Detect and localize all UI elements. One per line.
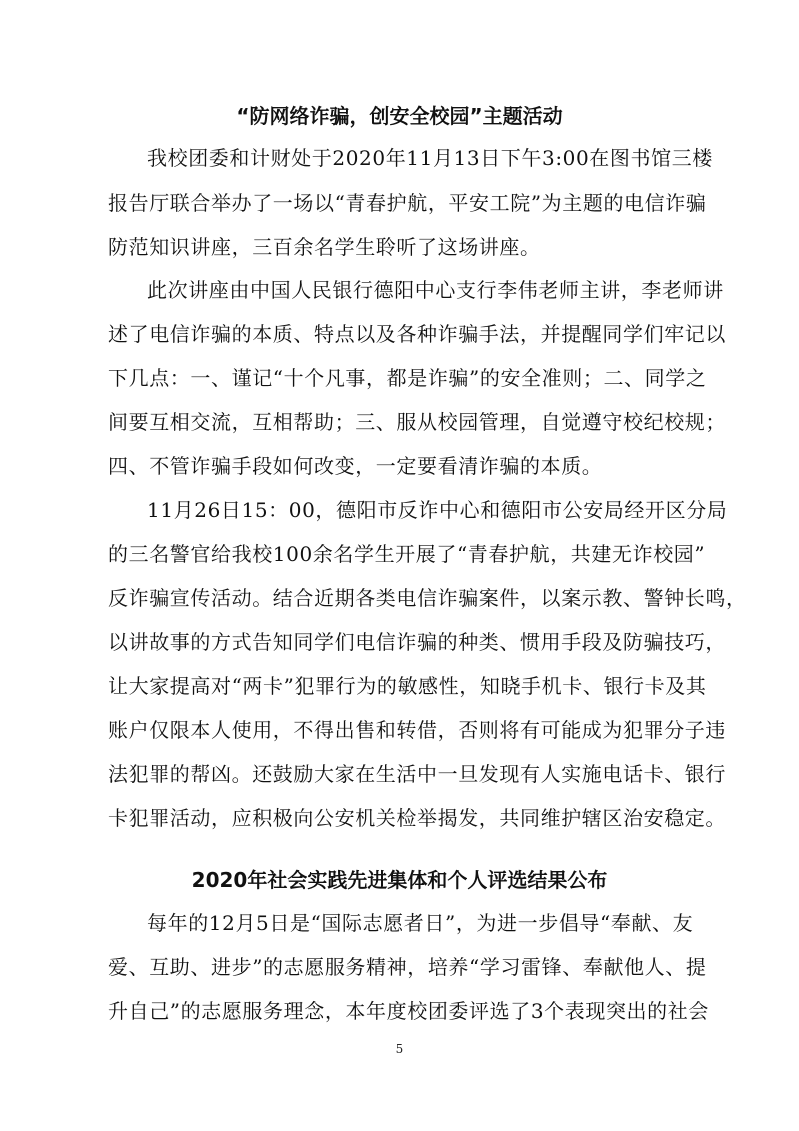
paragraph-line: 爱、互助、进步”的志愿服务精神，培养“学习雷锋、奉献他人、提 bbox=[108, 955, 707, 979]
section-title-anti-fraud: “防网络诈骗，创安全校园”主题活动 bbox=[236, 104, 563, 128]
paragraph-line: 升自己”的志愿服务理念，本年度校团委评选了3个表现突出的社会 bbox=[108, 999, 709, 1023]
section-title-social-practice: 2020年社会实践先进集体和个人评选结果公布 bbox=[191, 868, 608, 892]
paragraph-line: 防范知识讲座，三百余名学生聆听了这场讲座。 bbox=[108, 235, 541, 259]
paragraph-line: 11月26日15：00，德阳市反诈中心和德阳市公安局经开区分局 bbox=[147, 498, 728, 522]
paragraph-line: 的三名警官给我校100余名学生开展了“青春护航，共建无诈校园” bbox=[108, 542, 706, 566]
paragraph-line: 每年的12月5日是“国际志愿者日”，为进一步倡导“奉献、友 bbox=[147, 911, 694, 935]
paragraph-line: 账户仅限本人使用，不得出售和转借，否则将有可能成为犯罪分子违 bbox=[108, 718, 726, 742]
paragraph-line: 下几点：一、谨记“十个凡事，都是诈骗”的安全准则；二、同学之 bbox=[108, 366, 707, 390]
paragraph-line: 述了电信诈骗的本质、特点以及各种诈骗手法，并提醒同学们牢记以 bbox=[108, 322, 726, 346]
paragraph-line: 报告厅联合举办了一场以“青春护航，平安工院”为主题的电信诈骗 bbox=[108, 191, 707, 215]
paragraph-line: 反诈骗宣传活动。结合近期各类电信诈骗案件，以案示教、警钟长鸣， bbox=[108, 586, 747, 610]
paragraph-line: 四、不管诈骗手段如何改变，一定要看清诈骗的本质。 bbox=[108, 454, 603, 478]
page-number: 5 bbox=[395, 1042, 404, 1056]
paragraph-line: 法犯罪的帮凶。还鼓励大家在生活中一旦发现有人实施电话卡、银行 bbox=[108, 762, 726, 786]
paragraph-line: 间要互相交流，互相帮助；三、服从校园管理，自觉遵守校纪校规； bbox=[108, 410, 726, 434]
paragraph-line: 此次讲座由中国人民银行德阳中心支行李伟老师主讲，李老师讲 bbox=[147, 278, 724, 302]
paragraph-line: 以讲故事的方式告知同学们电信诈骗的种类、惯用手段及防骗技巧， bbox=[108, 630, 726, 654]
paragraph-line: 卡犯罪活动，应积极向公安机关检举揭发，共同维护辖区治安稳定。 bbox=[108, 806, 726, 830]
paragraph-line: 我校团委和计财处于2020年11月13日下午3:00在图书馆三楼 bbox=[147, 146, 713, 170]
paragraph-line: 让大家提高对“两卡”犯罪行为的敏感性，知晓手机卡、银行卡及其 bbox=[108, 674, 707, 698]
